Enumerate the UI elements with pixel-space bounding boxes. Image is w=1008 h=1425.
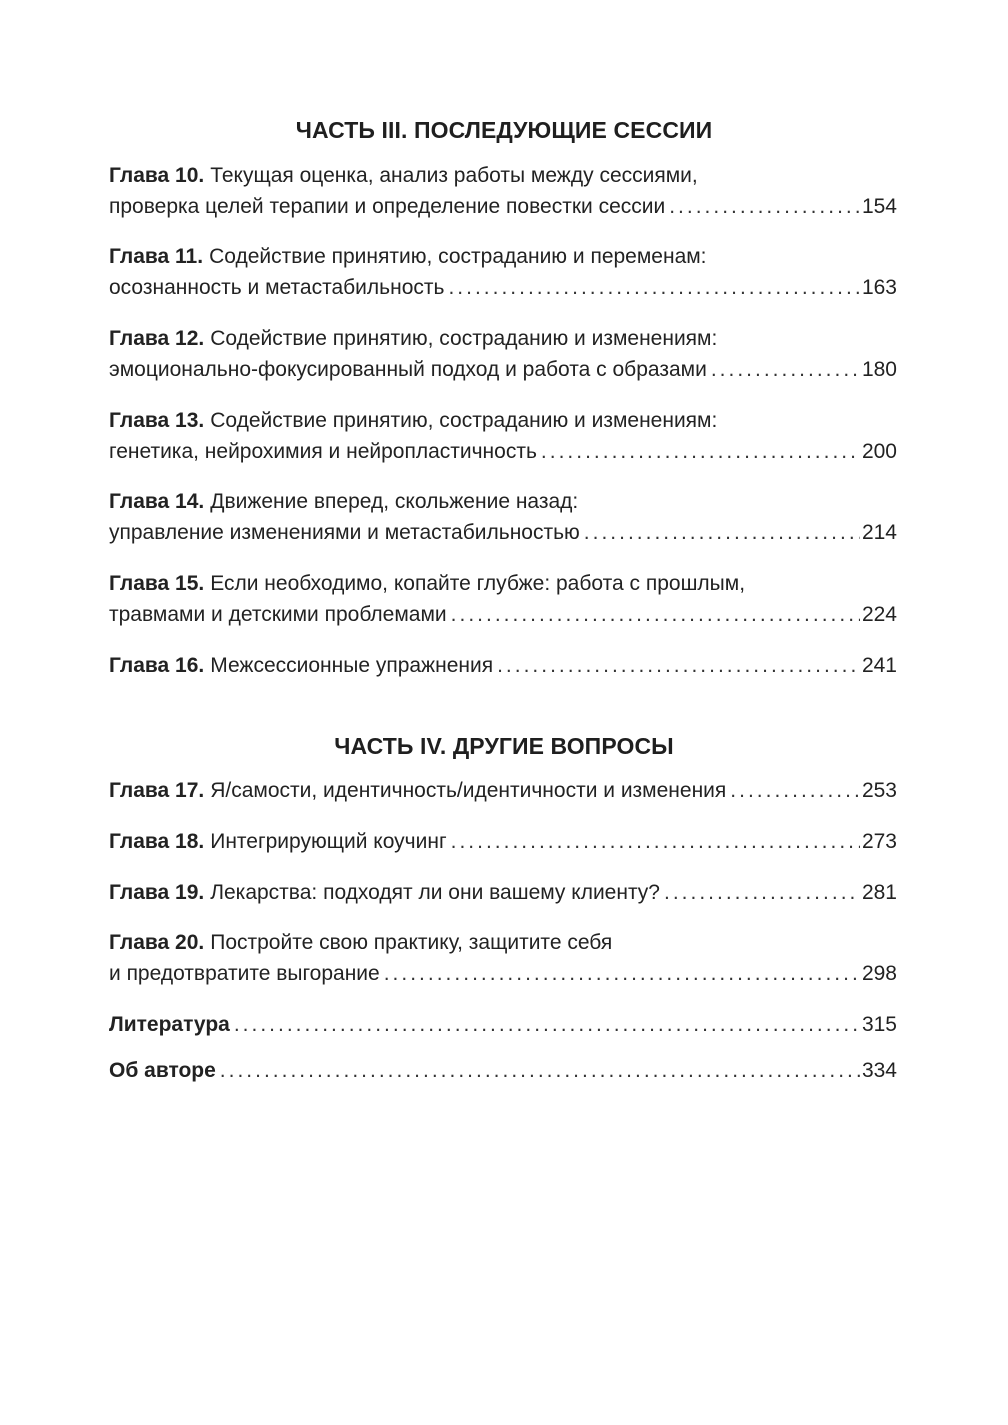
chapter-label: Глава 15. <box>109 572 205 595</box>
toc-entry-chapter-20[interactable] <box>109 927 897 989</box>
toc-entry-chapter-19[interactable] <box>109 877 897 908</box>
chapter-title: Я/самости, идентичность/идентичности и изменения <box>210 779 727 802</box>
chapter-title: Содействие принятию, состраданию и переменам: <box>209 245 707 268</box>
dot-leader <box>448 272 860 303</box>
chapter-title-cont: и предотвратите выгорание <box>109 962 380 985</box>
page-number: 200 <box>861 440 897 463</box>
chapter-title: Если необходимо, копайте глубже: работа с прошлым, <box>210 572 746 595</box>
toc-entry-chapter-16[interactable] <box>109 650 897 681</box>
entry-line <box>109 323 897 354</box>
entry-line <box>109 650 897 681</box>
page-number: 273 <box>861 830 897 853</box>
literature-title: Литература <box>109 1013 230 1036</box>
page-number: 298 <box>861 962 897 985</box>
chapter-label: Глава 16. <box>109 654 205 677</box>
chapter-title: Межсессионные упражнения <box>210 654 494 677</box>
chapter-label: Глава 11. <box>109 245 204 268</box>
page-number: 334 <box>861 1059 897 1082</box>
chapter-label: Глава 13. <box>109 409 205 432</box>
entry-line <box>109 775 897 806</box>
entry-line <box>109 436 897 467</box>
toc-entry-chapter-10[interactable] <box>109 160 897 222</box>
entry-line <box>109 877 897 908</box>
entry-line <box>109 1055 897 1086</box>
entry-line <box>109 160 897 191</box>
chapter-label: Глава 20. <box>109 931 205 954</box>
page-number: 315 <box>861 1013 897 1036</box>
entry-line <box>109 599 897 630</box>
part-4-title: ЧАСТЬ IV. ДРУГИЕ ВОПРОСЫ <box>334 733 674 759</box>
chapter-title-cont: эмоционально-фокусированный подход и работа с образами <box>109 358 707 381</box>
chapter-label: Глава 18. <box>109 830 205 853</box>
entry-line <box>109 405 897 436</box>
page-number: 241 <box>861 654 897 677</box>
page-number: 180 <box>861 358 897 381</box>
entry-line <box>109 517 897 548</box>
dot-leader <box>451 826 860 857</box>
entry-line <box>109 191 897 222</box>
dot-leader <box>220 1055 860 1086</box>
toc-entry-chapter-13[interactable] <box>109 405 897 467</box>
chapter-title: Лекарства: подходят ли они вашему клиенту? <box>210 881 660 904</box>
page-number: 214 <box>861 521 897 544</box>
page-number: 224 <box>861 603 897 626</box>
dot-leader <box>384 958 860 989</box>
dot-leader <box>664 877 860 908</box>
chapter-title: Движение вперед, скольжение назад: <box>210 490 579 513</box>
toc-entry-chapter-11[interactable] <box>109 241 897 303</box>
dot-leader <box>730 775 860 806</box>
entry-line <box>109 1009 897 1040</box>
entry-line <box>109 826 897 857</box>
chapter-title: Постройте свою практику, защитите себя <box>210 931 613 954</box>
entry-line <box>109 568 897 599</box>
entry-line <box>109 272 897 303</box>
chapter-title-cont: проверка целей терапии и определение повестки сессии <box>109 195 666 218</box>
chapter-title: Текущая оценка, анализ работы между сессиями, <box>210 164 698 187</box>
chapter-label: Глава 19. <box>109 881 205 904</box>
toc-entry-chapter-18[interactable] <box>109 826 897 857</box>
chapter-label: Глава 17. <box>109 779 205 802</box>
page-number: 154 <box>861 195 897 218</box>
chapter-label: Глава 10. <box>109 164 205 187</box>
chapter-title-cont: травмами и детскими проблемами <box>109 603 447 626</box>
chapter-title: Содействие принятию, состраданию и изменениям: <box>210 409 718 432</box>
dot-leader <box>234 1009 860 1040</box>
entry-line <box>109 958 897 989</box>
chapter-title-cont: генетика, нейрохимия и нейропластичность <box>109 440 537 463</box>
toc-entry-literature[interactable] <box>109 1009 897 1040</box>
entry-line <box>109 927 897 958</box>
chapter-label: Глава 12. <box>109 327 205 350</box>
part-3-title: ЧАСТЬ III. ПОСЛЕДУЮЩИЕ СЕССИИ <box>295 117 713 143</box>
page-number: 281 <box>861 881 897 904</box>
toc-entry-chapter-14[interactable] <box>109 486 897 548</box>
page-number: 253 <box>861 779 897 802</box>
toc-entry-chapter-15[interactable] <box>109 568 897 630</box>
dot-leader <box>497 650 860 681</box>
toc-entry-chapter-12[interactable] <box>109 323 897 385</box>
dot-leader <box>451 599 860 630</box>
about-author-title: Об авторе <box>109 1059 216 1082</box>
chapter-title: Интегрирующий коучинг <box>210 830 447 853</box>
chapter-title-cont: осознанность и метастабильность <box>109 276 445 299</box>
entry-line <box>109 241 897 272</box>
toc-entry-chapter-17[interactable] <box>109 775 897 806</box>
dot-leader <box>541 436 860 467</box>
chapter-title-cont: управление изменениями и метастабильностью <box>109 521 580 544</box>
entry-line <box>109 486 897 517</box>
entry-line <box>109 354 897 385</box>
chapter-label: Глава 14. <box>109 490 205 513</box>
dot-leader <box>711 354 860 385</box>
dot-leader <box>584 517 860 548</box>
page-number: 163 <box>861 276 897 299</box>
toc-entry-about-author[interactable] <box>109 1055 897 1086</box>
dot-leader <box>669 191 860 222</box>
chapter-title: Содействие принятию, состраданию и изменениям: <box>210 327 718 350</box>
